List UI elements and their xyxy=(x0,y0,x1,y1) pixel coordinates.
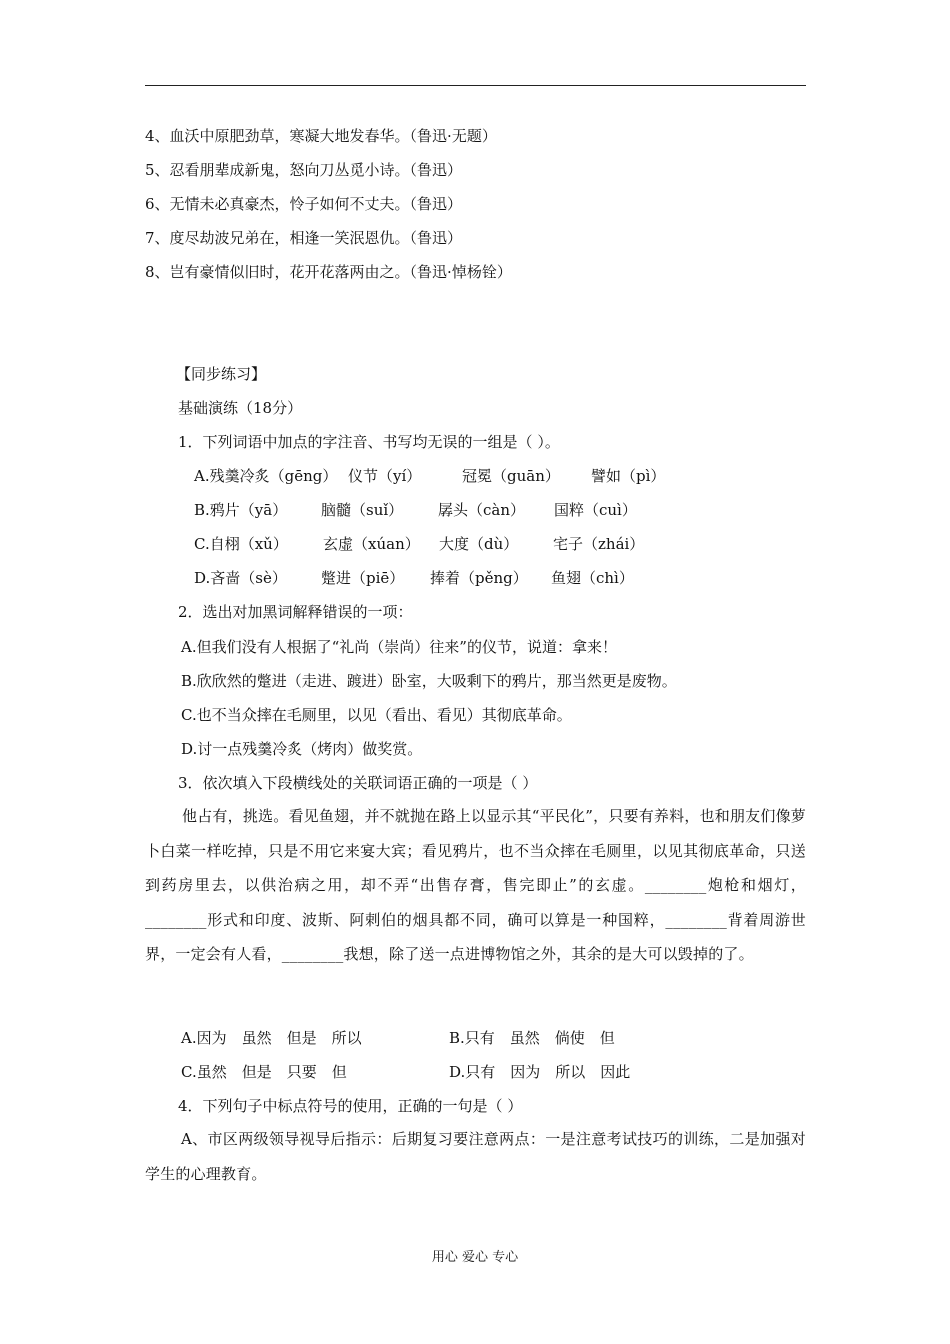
q1-option-a-3: 冠冕（guān） xyxy=(462,467,560,485)
q2-option-d: D.讨一点残羹冷炙（烤肉）做奖赏。 xyxy=(181,740,423,758)
q1-option-b-4: 国粹（cuì） xyxy=(554,501,637,519)
q1-stem: 1．下列词语中加点的字注音、书写均无误的一组是（ ）。 xyxy=(178,433,560,451)
q2-option-b: B.欣欣然的蹩进（走进、踱进）卧室，大吸剩下的鸦片，那当然更是废物。 xyxy=(181,672,677,690)
poem-line-6: 6、无情未必真豪杰，怜子如何不丈夫。（鲁迅） xyxy=(145,195,463,213)
q1-option-d-3: 捧着（pěng） xyxy=(430,569,528,587)
q1-option-b-1: B.鸦片（yā） xyxy=(194,501,288,519)
poem-line-5: 5、忍看朋辈成新鬼，怒向刀丛觅小诗。（鲁迅） xyxy=(145,161,463,179)
q3-passage: 他占有，挑选。看见鱼翅，并不就抛在路上以显示其“平民化”，只要有养料，也和朋友们像萝卜白菜一样吃掉，只是不用它来宴大宾；看见鸦片，也不当众摔在毛厕里，以见其彻底革命，只送到药房里去，以供治病之用，却不弄“出售存膏，售完即止”的玄虚。________炮枪和烟灯，________形式和印度、波斯、阿剌伯的烟具都不同，确可以算是一种国粹，________背着周游世界，一定会有人看，________我想，除了送一点进博物馆之外，其余的是大可以毁掉的了。 xyxy=(145,807,806,963)
q1-option-a-1: A.残羹冷炙（gēng） xyxy=(194,467,338,485)
q1-option-b-3: 孱头（càn） xyxy=(438,501,526,519)
q1-option-b-2: 脑髓（suǐ） xyxy=(321,501,404,519)
q4-option-a: A、市区两级领导视导后指示：后期复习要注意两点：一是注意考试技巧的训练，二是加强对学生的心理教育。 xyxy=(145,1130,806,1183)
q1-option-c-2: 玄虚（xúan） xyxy=(323,535,420,553)
q1-option-a-4: 譬如（pì） xyxy=(591,467,666,485)
q1-option-d-4: 鱼翅（chì） xyxy=(551,569,634,587)
q3-option-d: D.只有 因为 所以 因此 xyxy=(449,1063,631,1081)
q3-option-a: A.因为 虽然 但是 所以 xyxy=(181,1029,362,1047)
q1-option-a-2: 仪节（yí） xyxy=(348,467,422,485)
header-rule xyxy=(145,85,806,86)
poem-line-8: 8、岂有豪情似旧时，花开花落两由之。（鲁迅·悼杨铨） xyxy=(145,263,512,281)
subsection-title: 基础演练（18分） xyxy=(178,399,303,417)
q1-option-d-1: D.吝啬（sè） xyxy=(194,569,287,587)
q1-option-d-2: 蹩进（piē） xyxy=(321,569,405,587)
poem-line-4: 4、血沃中原肥劲草，寒凝大地发春华。（鲁迅·无题） xyxy=(145,127,497,145)
poem-line-7: 7、度尽劫波兄弟在，相逢一笑泯恩仇。（鲁迅） xyxy=(145,229,463,247)
page-footer: 用心 爱心 专心 xyxy=(431,1250,519,1265)
q2-option-a: A.但我们没有人根据了“礼尚（崇尚）往来”的仪节，说道：拿来！ xyxy=(181,638,617,656)
q2-option-c: C.也不当众摔在毛厕里，以见（看出、看见）其彻底革命。 xyxy=(181,706,572,724)
q1-option-c-4: 宅子（zhái） xyxy=(553,535,645,553)
q3-option-c: C.虽然 但是 只要 但 xyxy=(181,1063,347,1081)
q4-stem: 4．下列句子中标点符号的使用，正确的一句是（ ） xyxy=(178,1097,523,1115)
q1-option-c-1: C.自栩（xǔ） xyxy=(194,535,288,553)
q1-option-c-3: 大度（dù） xyxy=(439,535,519,553)
section-title: 【同步练习】 xyxy=(176,365,267,383)
q2-stem: 2．选出对加黑词解释错误的一项： xyxy=(178,603,413,621)
q3-option-b: B.只有 虽然 倘使 但 xyxy=(449,1029,615,1047)
q3-stem: 3．依次填入下段横线处的关联词语正确的一项是（ ） xyxy=(178,774,538,792)
